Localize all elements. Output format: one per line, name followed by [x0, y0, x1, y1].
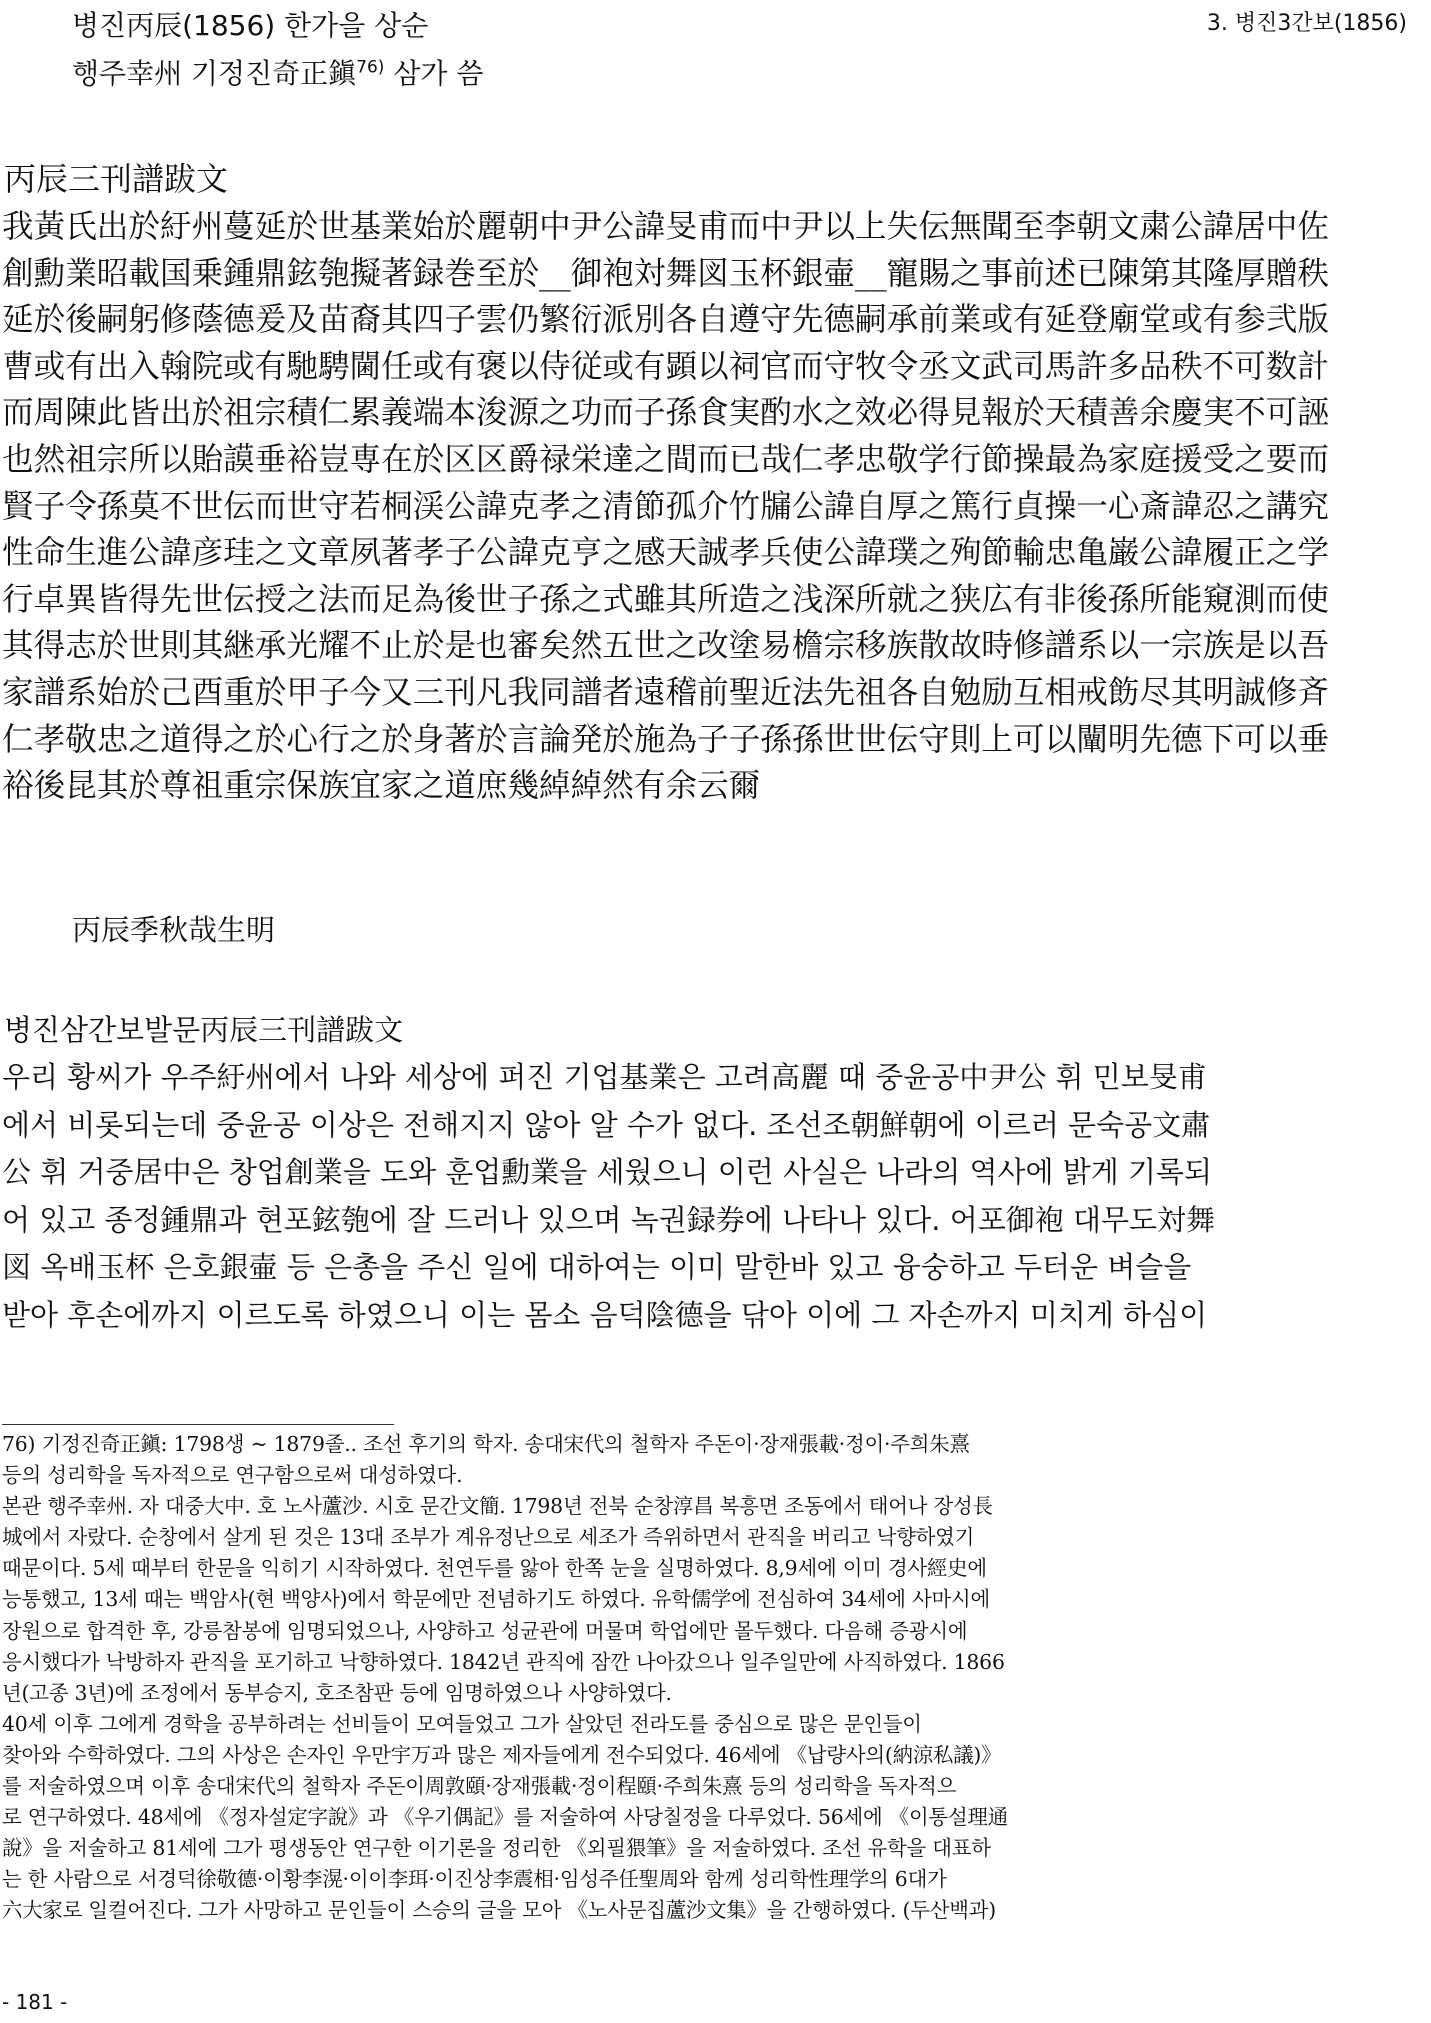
author-name: 행주幸州 기정진奇正鎭 — [72, 57, 357, 90]
footnote-ref[interactable]: 76) — [356, 57, 385, 78]
footnote-line: 六大家로 일컬어진다. 그가 사망하고 문인들이 스승의 글을 모아 《노사문집蘆沙文集》을 간행하였다. (두산백과) — [2, 1898, 997, 1923]
page-number: - 181 - — [2, 1990, 71, 2014]
chinese-section-title: 丙辰三刊譜跋文 — [4, 160, 229, 198]
footnote-line: 등의 성리학을 독자적으로 연구함으로써 대성하였다. — [2, 1463, 463, 1488]
author-suffix: 삼가 씀 — [384, 57, 484, 90]
chinese-text-line: 其得志於世則其継承光耀不止於是也審矣然五世之改塗易檐宗移族散故時修譜系以一宗族是以吾 — [2, 628, 1329, 665]
chinese-text-line: 我黃氏出於紆州蔓延於世基業始於麗朝中尹公諱旻甫而中尹以上失伝無聞至李朝文粛公諱居中佐 — [2, 209, 1329, 245]
chinese-text-line: 創勳業昭載国乗鍾鼎鉉匏擬著録巻至於__御袍対舞図玉杯銀壷__寵賜之事前述已陳第其隆厚贈秩 — [2, 255, 1329, 292]
chinese-text-line: 性命生進公諱彦珪之文章夙著孝子公諱克亨之感天誠孝兵使公諱璞之殉節輸忠亀巌公諱履正之学 — [2, 535, 1329, 572]
footnote-line: 능통했고, 13세 때는 백암사(현 백양사)에서 학문에만 전념하기도 하였다. 유학儒学에 전심하여 34세에 사마시에 — [2, 1587, 991, 1612]
chinese-text-line: 行卓異皆得先世伝授之法而足為後世子孫之式雖其所造之浅深所就之狭広有非後孫所能窺測而使 — [2, 581, 1329, 618]
footnote-line: 응시했다가 낙방하자 관직을 포기하고 낙향하였다. 1842년 관직에 잠깐 나아갔으나 일주일만에 사직하였다. 1866 — [2, 1649, 1005, 1674]
footnote-line: 說》을 저술하고 81세에 그가 평생동안 연구한 이기론을 정리한 《외필猥筆》을 저술하였다. 조선 유학을 대표하 — [2, 1836, 991, 1861]
footnote-line: 본관 행주幸州. 자 대중大中. 호 노사蘆沙. 시호 문간文簡. 1798년 전북 순창淳昌 복흥면 조동에서 태어나 장성長 — [2, 1494, 993, 1519]
footnote-line: 장원으로 합격한 후, 강릉참봉에 임명되었으나, 사양하고 성균관에 머물며 학업에만 몰두했다. 다음해 증광시에 — [2, 1618, 968, 1643]
footnote-line: 때문이다. 5세 때부터 한문을 익히기 시작하였다. 천연두를 앓아 한쪽 눈을 실명하였다. 8,9세에 이미 경사經史에 — [2, 1556, 987, 1581]
chinese-text-body — [2, 204, 1430, 810]
chinese-text-line: 延於後嗣躬修蔭德爰及苗裔其四子雲仍繁衍派別各自遵守先德嗣承前業或有延登廟堂或有参弐版 — [2, 302, 1329, 339]
chinese-text-line: 賢子令孫莫不世伝而世守若桐渓公諱克孝之清節孤介竹牖公諱自厚之篤行貞操一心斎諱忍之講究 — [2, 488, 1329, 525]
chinese-text-line: 曹或有出入翰院或有馳騁閫任或有褒以侍従或有顕以祠官而守牧令丞文武司馬許多品秩不可数計 — [2, 348, 1329, 385]
footnote-body — [2, 1429, 1430, 1927]
chinese-text-line: 仁孝敬忠之道得之於心行之於身著於言論発於施為子子孫孫世世伝守則上可以闡明先德下可以垂 — [2, 721, 1329, 758]
footnote-line: 로 연구하였다. 48세에 《정자설定字說》과 《우기偶記》를 저술하여 사당칠정을 다루었다. 56세에 《이통설理通 — [2, 1805, 1008, 1830]
chinese-text-line: 家譜系始於己酉重於甲子今又三刊凡我同譜者遠稽前聖近法先祖各自勉励互相戒飭尽其明誠修斉 — [2, 674, 1329, 711]
korean-text-body — [2, 1054, 1430, 1339]
chapter-header: 3. 병진3간보(1856) — [1206, 11, 1407, 36]
translation-date-line: 병진丙辰(1856) 한가을 상순 — [72, 9, 429, 42]
korean-text-line: 어 있고 종정鍾鼎과 현포鉉匏에 잘 드러나 있으며 녹권録券에 나타나 있다. 어포御袍 대무도対舞 — [2, 1202, 1216, 1237]
footnote-line: 찾아와 수학하였다. 그의 사상은 손자인 우만宇万과 많은 제자들에게 전수되었다. 46세에 《납량사의(納涼私議)》 — [2, 1742, 1002, 1767]
korean-text-line: 우리 황씨가 우주紆州에서 나와 세상에 퍼진 기업基業은 고려高麗 때 중윤공中尹公 휘 민보旻甫 — [2, 1060, 1207, 1094]
footnote-line: 를 저술하였으며 이후 송대宋代의 철학자 주돈이周敦頤·장재張載·정이程頤·주희朱熹 등의 성리학을 독자적으 — [2, 1774, 957, 1799]
footnote-line: 76) 기정진奇正鎭: 1798생 ~ 1879졸.. 조선 후기의 학자. 송대宋代의 철학자 주돈이·장재張載·정이·주희朱熹 — [2, 1432, 970, 1456]
korean-text-line: 図 옥배玉杯 은호銀壷 등 은총을 주신 일에 대하여는 이미 말한바 있고 융숭하고 두터운 벼슬을 — [2, 1250, 1192, 1284]
chinese-text-line: 而周陳此皆出於祖宗積仁累義端本浚源之功而子孫食実酌水之效必得見報於天積善余慶実不可誣 — [2, 395, 1329, 432]
footnote-line: 는 한 사람으로 서경덕徐敬德·이황李滉·이이李珥·이진상李震相·임성주任聖周와 함께 성리학性理学의 6대가 — [2, 1867, 947, 1892]
chinese-text-line: 裕後昆其於尊祖重宗保族宜家之道庶幾綽綽然有余云爾 — [2, 768, 761, 805]
korean-text-line: 公 휘 거중居中은 창업創業을 도와 훈업勳業을 세웠으니 이런 사실은 나라의 역사에 밝게 기록되 — [2, 1155, 1213, 1189]
footnote-line: 城에서 자랐다. 순창에서 살게 된 것은 13대 조부가 계유정난으로 세조가 즉위하면서 관직을 버리고 낙향하였기 — [2, 1525, 975, 1550]
korean-text-line: 에서 비롯되는데 중윤공 이상은 전해지지 않아 알 수가 없다. 조선조朝鮮朝에 이르러 문숙공文肅 — [2, 1107, 1211, 1142]
korean-section-title: 병진삼간보발문丙辰三刊譜跋文 — [4, 1013, 404, 1047]
chinese-text-line: 也然祖宗所以貽謨垂裕豈専在於区区爵禄栄達之間而已哉仁孝忠敬学行節操最為家庭援受之要而 — [2, 441, 1329, 478]
footnote-line: 년(고종 3년)에 조정에서 동부승지, 호조참판 등에 임명하였으나 사양하였다. — [2, 1680, 672, 1705]
korean-text-line: 받아 후손에까지 이르도록 하였으니 이는 몸소 음덕陰德을 닦아 이에 그 자손까지 미치게 하심이 — [2, 1297, 1208, 1332]
footnote-line: 40세 이후 그에게 경학을 공부하려는 선비들이 모여들었고 그가 살았던 전라도를 중심으로 많은 문인들이 — [2, 1711, 922, 1736]
footnote-divider — [2, 1424, 394, 1425]
author-signature-line — [72, 52, 483, 92]
chinese-signature: 丙辰季秋哉生明 — [72, 913, 276, 947]
